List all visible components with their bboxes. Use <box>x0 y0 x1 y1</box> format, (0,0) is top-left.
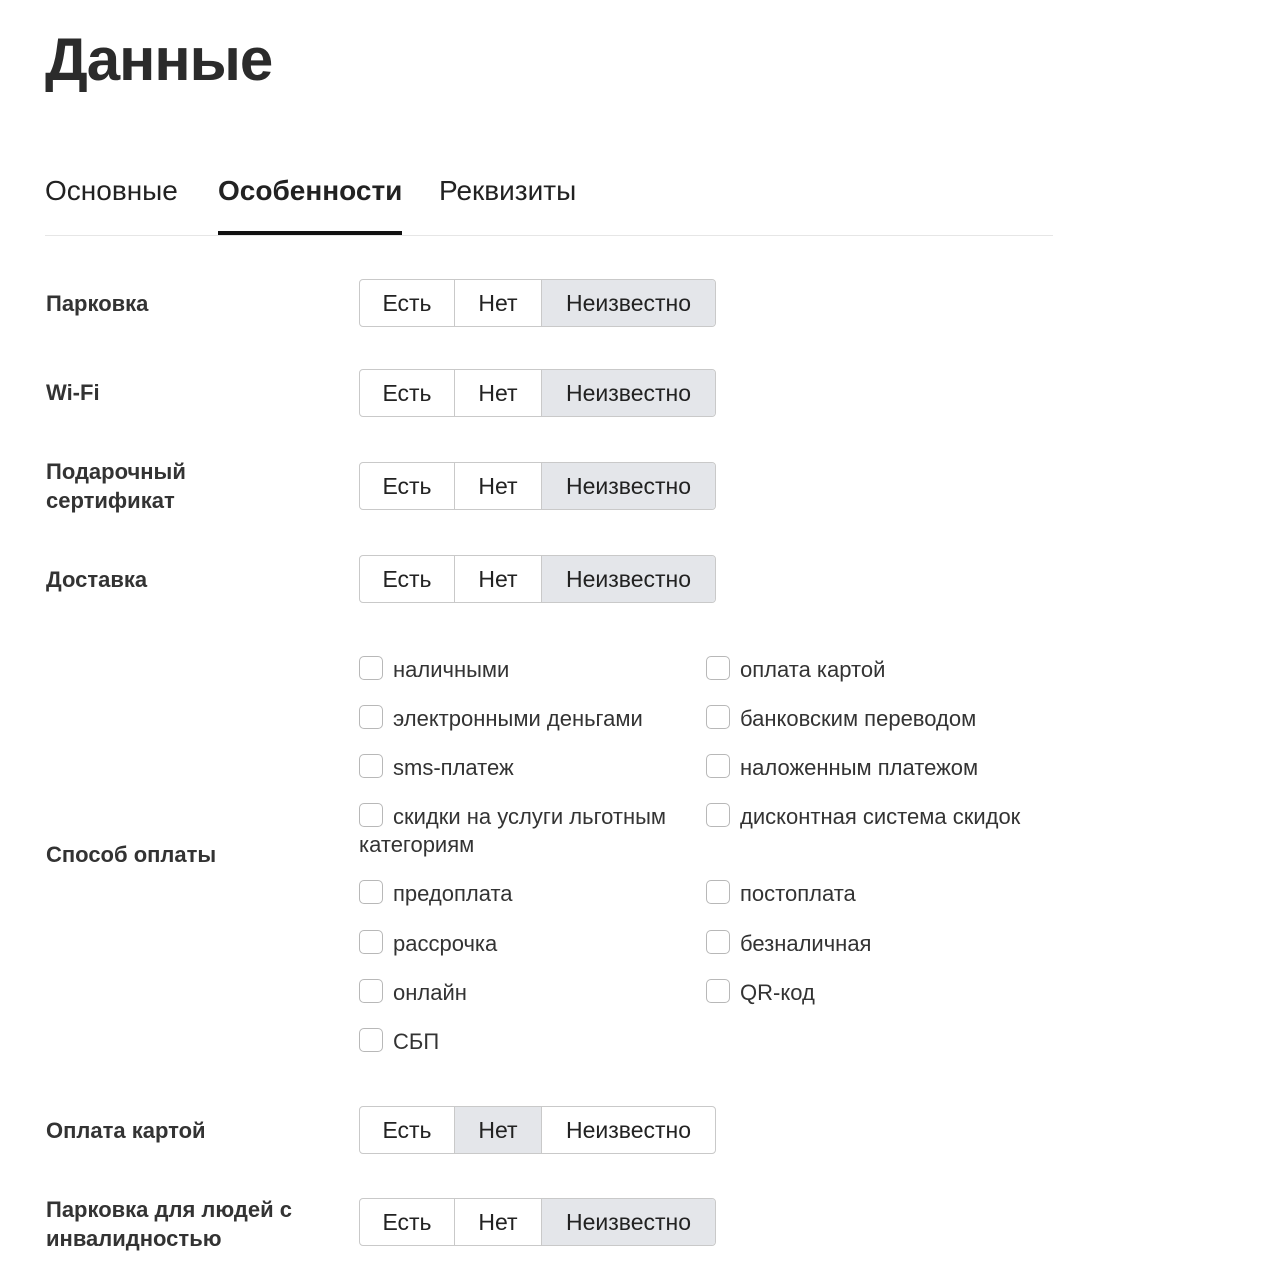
checkbox[interactable] <box>359 979 383 1003</box>
payment-method-label: Способ оплаты <box>46 842 217 867</box>
payment-option-label: оплата картой <box>740 657 886 682</box>
page-title: Данные <box>45 26 273 93</box>
payment-option-cashless[interactable] <box>706 930 1051 958</box>
wifi-option-unknown[interactable]: Неизвестно <box>542 370 715 416</box>
parking-option-yes[interactable]: Есть <box>360 280 455 326</box>
tab-features[interactable]: Особенности <box>218 165 402 235</box>
checkbox[interactable] <box>359 705 383 729</box>
delivery-segmented-control <box>359 555 716 603</box>
payment-option-label: предоплата <box>393 881 513 906</box>
checkbox[interactable] <box>706 803 730 827</box>
wifi-label: Wi-Fi <box>46 380 100 405</box>
payment-option-installments[interactable] <box>359 930 699 958</box>
checkbox[interactable] <box>359 1028 383 1052</box>
payment-option-cash-on-delivery[interactable] <box>706 754 1051 782</box>
tab-requisites[interactable]: Реквизиты <box>439 175 577 206</box>
checkbox[interactable] <box>359 930 383 954</box>
parking-option-unknown[interactable]: Неизвестно <box>542 280 715 326</box>
disabled-parking-option-no[interactable]: Нет <box>455 1199 542 1245</box>
checkbox[interactable] <box>706 930 730 954</box>
payment-option-label: наличными <box>393 657 510 682</box>
payment-option-card[interactable] <box>706 656 1051 684</box>
checkbox[interactable] <box>359 880 383 904</box>
card-payment-segmented-control <box>359 1106 716 1154</box>
checkbox[interactable] <box>706 754 730 778</box>
disabled-parking-option-unknown[interactable]: Неизвестно <box>542 1199 715 1245</box>
wifi-option-yes[interactable]: Есть <box>360 370 455 416</box>
payment-option-label: sms-платеж <box>393 755 514 780</box>
payment-option-label: онлайн <box>393 980 467 1005</box>
payment-option-label: QR-код <box>740 980 815 1005</box>
gift-certificate-option-unknown[interactable]: Неизвестно <box>542 463 715 509</box>
disabled-parking-option-yes[interactable]: Есть <box>360 1199 455 1245</box>
checkbox[interactable] <box>706 656 730 680</box>
checkbox[interactable] <box>359 803 383 827</box>
checkbox[interactable] <box>706 880 730 904</box>
payment-option-sms[interactable] <box>359 754 699 782</box>
payment-option-e-money[interactable] <box>359 705 699 733</box>
tab-basic[interactable]: Основные <box>45 175 178 206</box>
payment-option-label: безналичная <box>740 931 872 956</box>
payment-option-postpayment[interactable] <box>706 880 1051 908</box>
checkbox[interactable] <box>706 979 730 1003</box>
payment-option-label: электронными деньгами <box>393 706 643 731</box>
payment-option-cash[interactable] <box>359 656 699 684</box>
gift-certificate-option-no[interactable]: Нет <box>455 463 542 509</box>
tab-bar <box>45 165 1053 236</box>
payment-option-sbp[interactable] <box>359 1028 699 1056</box>
disabled-parking-segmented-control <box>359 1198 716 1246</box>
parking-segmented-control <box>359 279 716 327</box>
payment-option-label: наложенным платежом <box>740 755 979 780</box>
payment-option-preferential-discounts[interactable] <box>359 803 699 859</box>
delivery-option-unknown[interactable]: Неизвестно <box>542 556 715 602</box>
checkbox[interactable] <box>359 754 383 778</box>
checkbox[interactable] <box>359 656 383 680</box>
delivery-option-yes[interactable]: Есть <box>360 556 455 602</box>
payment-option-label: рассрочка <box>393 931 498 956</box>
card-payment-option-unknown[interactable]: Неизвестно <box>565 1116 692 1143</box>
parking-option-no[interactable]: Нет <box>455 280 542 326</box>
payment-option-bank-transfer[interactable] <box>706 705 1051 733</box>
payment-option-online[interactable] <box>359 979 699 1007</box>
card-payment-option-yes[interactable]: Есть <box>360 1107 455 1153</box>
payment-option-prepayment[interactable] <box>359 880 699 908</box>
parking-label: Парковка <box>46 291 149 316</box>
gift-certificate-segmented-control <box>359 462 716 510</box>
delivery-label: Доставка <box>46 567 148 592</box>
payment-option-label: банковским переводом <box>740 706 977 731</box>
wifi-option-no[interactable]: Нет <box>455 370 542 416</box>
payment-option-qr-code[interactable] <box>706 979 1051 1007</box>
card-payment-label: Оплата картой <box>46 1118 206 1143</box>
payment-option-discount-system[interactable] <box>706 803 1051 831</box>
delivery-option-no[interactable]: Нет <box>455 556 542 602</box>
gift-certificate-option-yes[interactable]: Есть <box>360 463 455 509</box>
checkbox[interactable] <box>706 705 730 729</box>
payment-option-label: скидки на услуги льготным категориям <box>359 804 667 857</box>
card-payment-option-no[interactable]: Нет <box>455 1107 542 1153</box>
disabled-parking-label: Парковка для людей с инвалидностью <box>46 1197 292 1251</box>
payment-option-label: постоплата <box>740 881 856 906</box>
payment-option-label: СБП <box>393 1029 440 1054</box>
gift-certificate-label: Подарочный сертификат <box>46 459 186 513</box>
payment-option-label: дисконтная система скидок <box>740 804 1021 829</box>
wifi-segmented-control <box>359 369 716 417</box>
